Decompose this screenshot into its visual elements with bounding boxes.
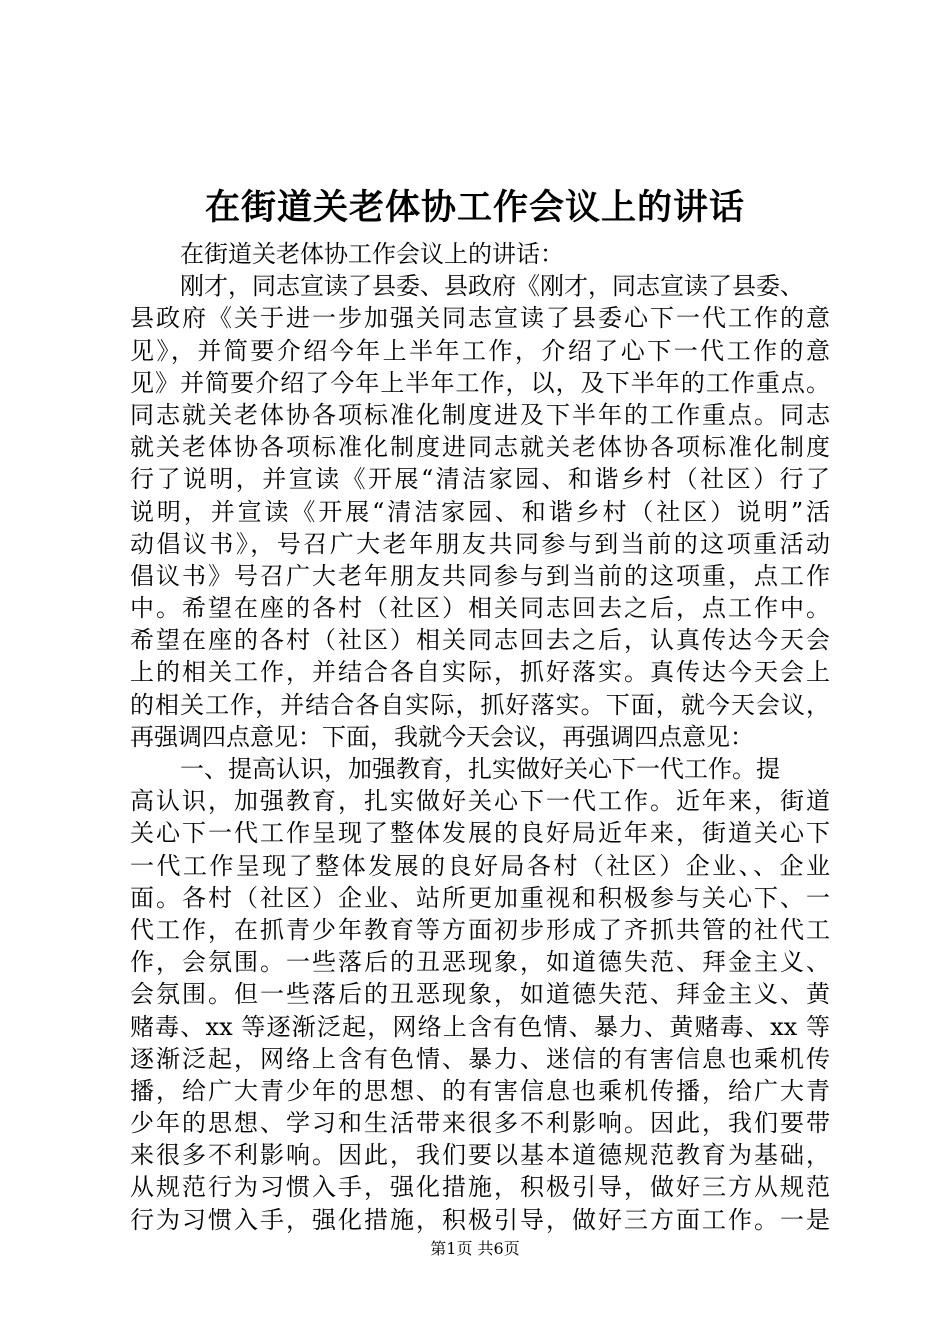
paragraph-line: 中。希望在座的各村（社区）相关同志回去之后，点工作中。 bbox=[130, 594, 830, 623]
paragraph-line: 的相关工作，并结合各自实际，抓好落实。下面，就今天会议， bbox=[130, 690, 830, 719]
paragraph-line: 少年的思想、学习和生活带来很多不利影响。因此，我们要带 bbox=[130, 1109, 830, 1138]
paragraph-line: 播，给广大青少年的思想、的有害信息也乘机传播，给广大青 bbox=[130, 1076, 830, 1105]
paragraph-line: 代工作，在抓青少年教育等方面初步形成了齐抓共管的社代工 bbox=[130, 915, 830, 944]
paragraph-line: 行为习惯入手，强化措施，积极引导，做好三方面工作。一是 bbox=[130, 1205, 830, 1234]
paragraph-line: 面。各村（社区）企业、站所更加重视和积极参与关心下、一 bbox=[130, 883, 830, 912]
paragraph-line: 会氛围。但一些落后的丑恶现象，如道德失范、拜金主义、黄 bbox=[130, 980, 830, 1009]
paragraph-line: 行了说明，并宣读《开展“清洁家园、和谐乡村（社区）行了 bbox=[130, 465, 830, 494]
paragraph-line: 再强调四点意见：下面，我就今天会议，再强调四点意见： bbox=[130, 722, 754, 751]
paragraph-line: 希望在座的各村（社区）相关同志回去之后，认真传达今天会 bbox=[130, 626, 830, 655]
paragraph-line: 就关老体协各项标准化制度进同志就关老体协各项标准化制度 bbox=[130, 433, 830, 462]
paragraph-line: 在街道关老体协工作会议上的讲话： bbox=[180, 240, 564, 268]
paragraph-line: 高认识，加强教育，扎实做好关心下一代工作。近年来，街道 bbox=[130, 787, 830, 816]
paragraph-line: 赌毒、xx 等逐渐泛起，网络上含有色情、暴力、黄赌毒、xx 等 bbox=[130, 1012, 830, 1041]
paragraph-line: 见》，并简要介绍今年上半年工作，介绍了心下一代工作的意 bbox=[130, 336, 830, 365]
paragraph-line: 一代工作呈现了整体发展的良好局各村（社区）企业、、企业 bbox=[130, 851, 830, 880]
page-number-footer: 第1页 共6页 bbox=[430, 1239, 520, 1258]
paragraph-line: 说明，并宣读《开展“清洁家园、和谐乡村（社区）说明”活 bbox=[130, 497, 830, 526]
paragraph-line: 作，会氛围。一些落后的丑恶现象，如道德失范、拜金主义、 bbox=[130, 948, 830, 977]
paragraph-line: 来很多不利影响。因此，我们要以基本道德规范教育为基础， bbox=[130, 1141, 830, 1170]
paragraph-line: 倡议书》号召广大老年朋友共同参与到当前的这项重，点工作 bbox=[130, 561, 830, 590]
paragraph-line: 同志就关老体协各项标准化制度进及下半年的工作重点。同志 bbox=[130, 400, 830, 429]
paragraph-line: 刚才，同志宣读了县委、县政府《刚才，同志宣读了县委、 bbox=[180, 272, 804, 301]
paragraph-line: 关心下一代工作呈现了整体发展的良好局近年来，街道关心下 bbox=[130, 819, 830, 848]
paragraph-line: 逐渐泛起，网络上含有色情、暴力、迷信的有害信息也乘机传 bbox=[130, 1044, 830, 1073]
paragraph-line: 一、提高认识，加强教育，扎实做好关心下一代工作。提 bbox=[180, 755, 780, 783]
paragraph-line: 县政府《关于进一步加强关同志宣读了县委心下一代工作的意 bbox=[130, 304, 830, 333]
paragraph-line: 上的相关工作，并结合各自实际，抓好落实。真传达今天会上 bbox=[130, 658, 830, 687]
paragraph-line: 动倡议书》，号召广大老年朋友共同参与到当前的这项重活动 bbox=[130, 529, 830, 558]
document-title: 在街道关老体协工作会议上的讲话 bbox=[204, 187, 745, 228]
document-body bbox=[130, 238, 830, 1236]
paragraph-line: 见》并简要介绍了今年上半年工作，以，及下半年的工作重点。 bbox=[130, 368, 830, 397]
paragraph-line: 从规范行为习惯入手，强化措施，积极引导，做好三方从规范 bbox=[130, 1173, 830, 1202]
